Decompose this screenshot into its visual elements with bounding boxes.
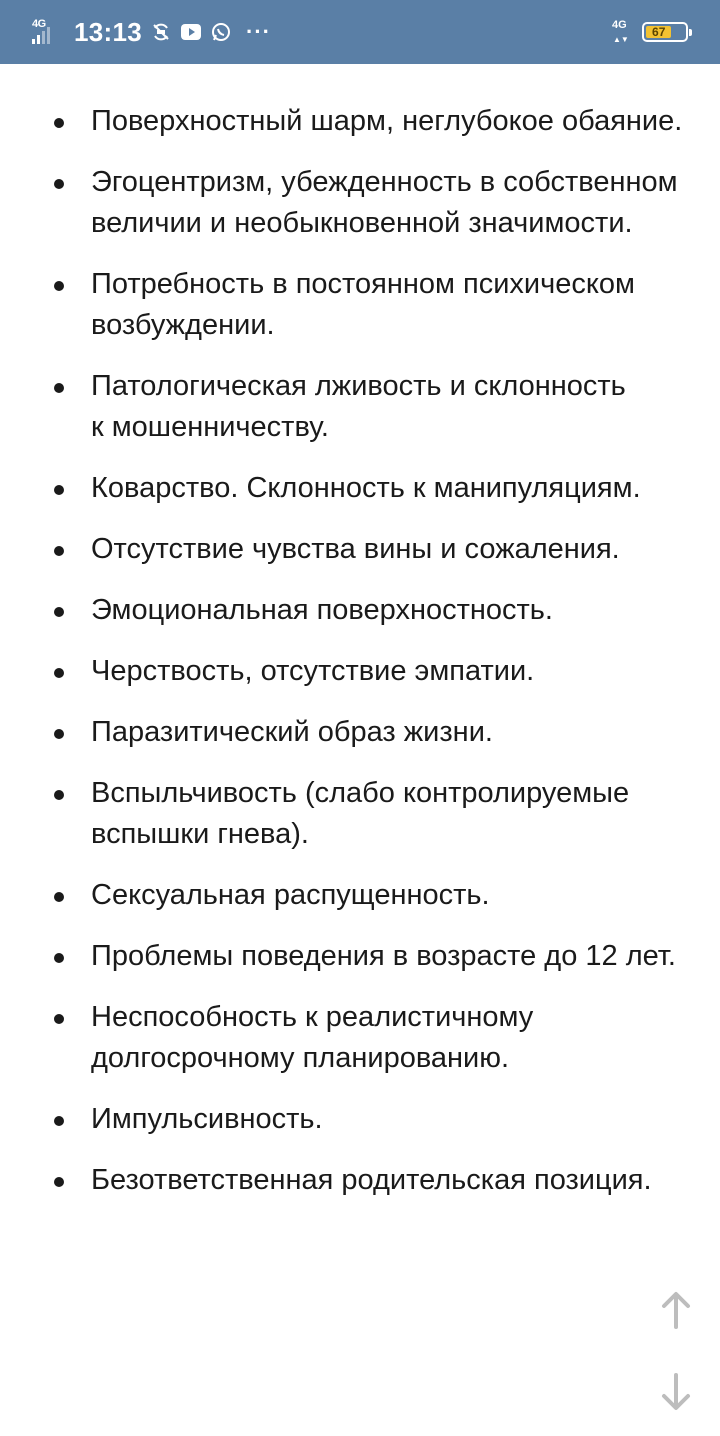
whatsapp-icon [210, 21, 232, 43]
trait-list [0, 64, 720, 1201]
list-item: Неспособность к реалистичному долгосрочному планированию. [0, 997, 720, 1079]
list-item: Вспыльчивость (слабо контролируемые вспышки гнева). [0, 773, 720, 855]
article-content[interactable] [0, 64, 720, 1436]
list-item: Импульсивность. [0, 1099, 720, 1140]
clock: 13:13 [74, 16, 142, 47]
data-activity-arrows: ▲▼ [613, 35, 629, 44]
arrow-down-icon [661, 1373, 691, 1411]
cellular-signal-icon [32, 18, 60, 46]
battery-icon [642, 22, 688, 42]
network-type-label: 4G [32, 18, 46, 30]
list-item: Поверхностный шарм, неглубокое обаяние. [0, 101, 720, 142]
list-item: Паразитический образ жизни. [0, 712, 720, 753]
list-item: Проблемы поведения в возрасте до 12 лет. [0, 936, 720, 977]
arrow-up-icon [661, 1291, 691, 1329]
list-item: Патологическая лживость и склонность к мошенничеству. [0, 366, 720, 448]
scroll-up-button[interactable] [656, 1290, 696, 1330]
list-item: Черствость, отсутствие эмпатии. [0, 651, 720, 692]
mobile-data-icon [612, 18, 632, 46]
battery-level: 67 [646, 26, 671, 38]
scroll-down-button[interactable] [656, 1372, 696, 1412]
status-bar-right [612, 18, 688, 46]
list-item: Сексуальная распущенность. [0, 875, 720, 916]
youtube-icon [180, 21, 202, 43]
more-notifications-icon: ··· [246, 19, 271, 44]
list-item: Потребность в постоянном психическом возбуждении. [0, 264, 720, 346]
sync-off-icon [150, 21, 172, 43]
list-item: Эмоциональная поверхностность. [0, 590, 720, 631]
status-bar [0, 0, 720, 64]
list-item: Отсутствие чувства вины и сожаления. [0, 529, 720, 570]
list-item: Эгоцентризм, убежденность в собственном величии и необыкновенной значимости. [0, 162, 720, 244]
network-type-label-right: 4G [612, 19, 627, 31]
list-item: Коварство. Склонность к манипуляциям. [0, 468, 720, 509]
status-bar-left [32, 17, 271, 48]
list-item: Безответственная родительская позиция. [0, 1160, 720, 1201]
